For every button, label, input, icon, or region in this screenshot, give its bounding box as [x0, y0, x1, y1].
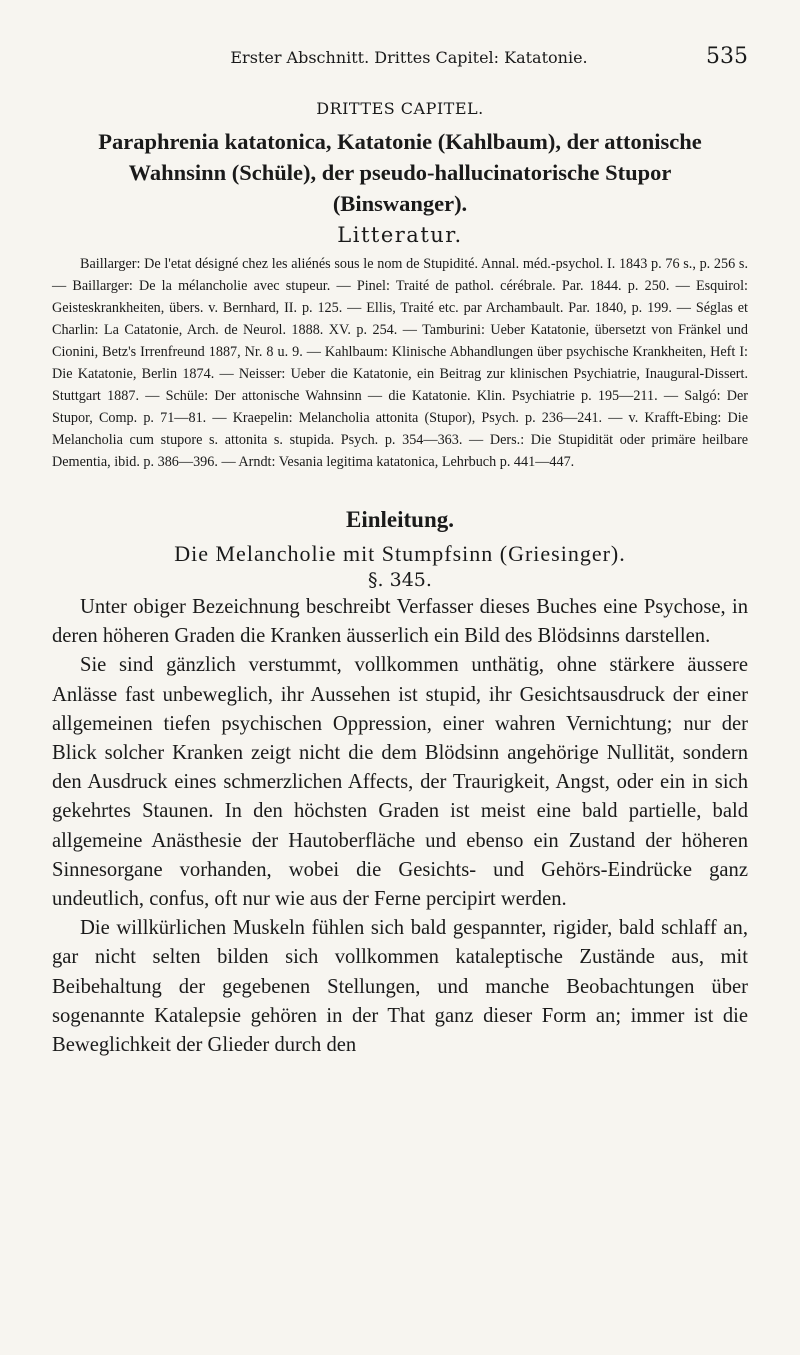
section-number: §. 345. — [368, 569, 432, 591]
paragraph-2: Sie sind gänzlich verstummt, vollkommen unthätig, ohne stärkere äussere Anlässe fast unbeweglich, ihr Aussehen ist stupid, ihr Gesichtsausdruck der einer allgemeinen tiefen psychischen Oppression, einer wahren Vernichtung; nur der Blick solcher Kranken zeigt nicht die dem Blödsinn angehörige Nullität, sondern den Ausdruck eines schmerzlichen Affects, der Traurigkeit, Angst, oder ein in sich gekehrtes Staunen. In den höchsten Graden ist meist eine bald partielle, bald allgemeine Anästhesie der Hautoberfläche und ebenso ein Zustand der höheren Sinnesorgane vorhanden, wobei die Gesichts- und Gehörs-Eindrücke ganz undeutlich, confus, oft nur wie aus der Ferne percipirt werden. — [52, 654, 748, 911]
literature-list: Baillarger: De l'etat désigné chez les aliénés sous le nom de Stupidité. Annal. méd.-psychol. I. 1843 p. 76 s., p. 256 s. — Baillarger: De la mélancholie avec stupeur. — Pinel: Traité de pathol. cérébrale. Par. 1844. p. 250. — Esquirol: Geisteskrankheiten, übers. v. Bernhard, II. p. 125. — Ellis, Traité etc. par Archambault. Par. 1840, p. 199. — Séglas et Charlin: La Catatonie, Arch. de Neurol. 1888. XV. p. 254. — Tamburini: Ueber Katatonie, übersetzt von Fränkel und Cionini, Betz's Irrenfreund 1887, Nr. 8 u. 9. — Kahlbaum: Klinische Abhandlungen über psychische Krankheiten, Heft I: Die Katatonie, Berlin 1874. — Neisser: Ueber die Katatonie, ein Beitrag zur klinischen Psychiatrie, Inaugural-Dissert. Stuttgart 1887. — Schüle: Der attonische Wahnsinn — die Katatonie. Klin. Psychiatrie p. 195—211. — Salgó: Der Stupor, Comp. p. 71—81. — Kraepelin: Melancholia attonita (Stupor), Psych. p. 236—241. — v. Krafft-Ebing: Die Melancholia cum stupore s. attonita s. stupida. Psych. p. 354—363. — Ders.: Die Stupidität oder primäre heilbare Dementia, ibid. p. 386—396. — Arndt: Vesania legitima katatonica, Lehrbuch p. 441—447. — [52, 256, 748, 470]
book-page — [52, 44, 748, 1060]
chapter-title — [52, 126, 748, 219]
header-title: Erster Abschnitt. Drittes Capitel: Katatonie. — [230, 48, 588, 67]
title-line-1: Paraphrenia katatonica, Katatonie (Kahlbaum), der attonische — [98, 129, 702, 154]
section-subheading: Die Melancholie mit Stumpfsinn (Griesinger). — [174, 541, 626, 566]
paragraph-1: Unter obiger Bezeichnung beschreibt Verfasser dieses Buches eine Psychose, in deren höheren Graden die Kranken äusserlich ein Bild des Blödsinns darstellen. — [52, 596, 748, 648]
introduction-heading: Einleitung. — [345, 507, 454, 532]
title-line-3: (Binswanger). — [332, 191, 468, 216]
paragraph-3: Die willkürlichen Muskeln fühlen sich bald gespannter, rigider, bald schlaff an, gar nicht selten bilden sich vollkommen kataleptische Zustände aus, mit Beibehaltung der gegebenen Stellungen, und manche Beobachtungen über sogenannte Katalepsie gehören in der That ganz dieser Form an; immer ist die Beweglichkeit der Glieder durch den — [52, 917, 748, 1057]
running-header — [52, 44, 748, 69]
chapter-heading: DRITTES CAPITEL. — [316, 99, 484, 118]
literature-heading: Litteratur. — [337, 223, 463, 247]
page-number: 535 — [706, 44, 748, 69]
title-line-2: Wahnsinn (Schüle), der pseudo-hallucinatorische Stupor — [128, 160, 672, 185]
